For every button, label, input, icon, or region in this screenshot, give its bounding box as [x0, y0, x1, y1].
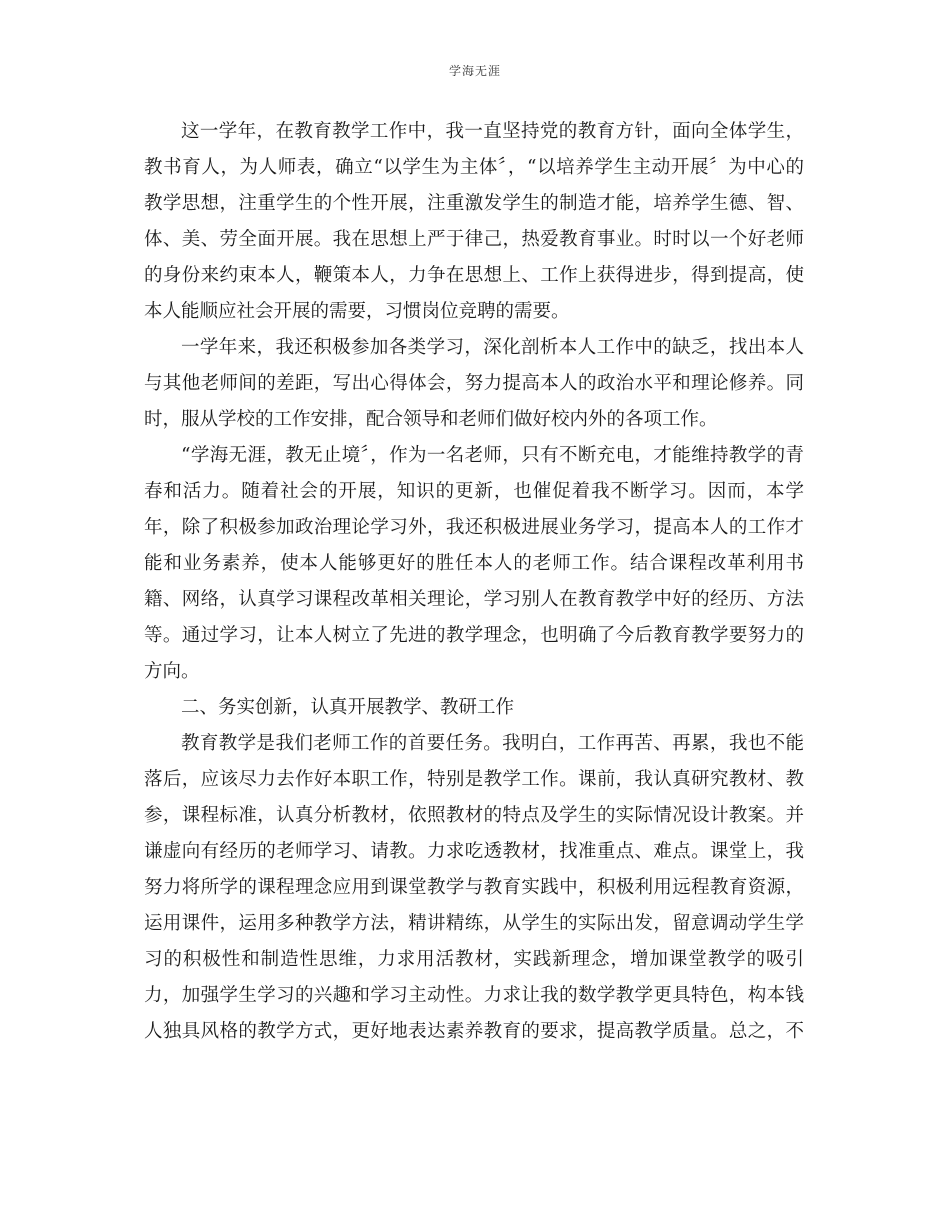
text-line: 本人能顺应社会开展的需要，习惯岗位竞聘的需要。	[144, 301, 570, 322]
text-line: 习的积极性和制造性思维，力求用活教材，实践新理念，增加课堂教学的吸引	[144, 949, 804, 970]
text-line: 努力将所学的课程理念应用到课堂教学与教育实践中，积极利用远程教育资源，	[144, 877, 804, 898]
text-line: 年，除了积极参加政治理论学习外，我还积极进展业务学习，提高本人的工作才	[144, 517, 804, 538]
text-line: 力，加强学生学习的兴趣和学习主动性。力求让我的数学教学更具特色，构本钱	[144, 985, 804, 1006]
text-line: 时，服从学校的工作安排，配合领导和老师们做好校内外的各项工作。	[144, 409, 718, 430]
text-line: 落后，应该尽力去作好本职工作，特别是教学工作。课前，我认真研究教材、教	[144, 769, 804, 790]
text-line: 教学思想，注重学生的个性开展，注重激发学生的制造才能，培养学生德、智、	[144, 193, 804, 214]
text-line: 一学年来，我还积极参加各类学习，深化剖析本人工作中的缺乏，找出本人	[181, 337, 804, 358]
text-line: 方向。	[144, 661, 200, 682]
text-line: 体、美、劳全面开展。我在思想上严于律己，热爱教育事业。时时以一个好老师	[144, 229, 804, 250]
text-line: 能和业务素养，使本人能够更好的胜任本人的老师工作。结合课程改革利用书	[144, 553, 804, 574]
text-line: 这一学年，在教育教学工作中，我一直坚持党的教育方针，面向全体学生，	[181, 121, 804, 142]
text-line: “学海无涯，教无止境〞，作为一名老师，只有不断充电，才能维持教学的青	[181, 445, 804, 466]
text-line: 参，课程标准，认真分析教材，依照教材的特点及学生的实际情况设计教案。并	[144, 805, 804, 826]
text-line: 等。通过学习，让本人树立了先进的教学理念，也明确了今后教育教学要努力的	[144, 625, 804, 646]
text-line: 籍、网络，认真学习课程改革相关理论，学习别人在教育教学中好的经历、方法	[144, 589, 804, 610]
text-line: 二、务实创新，认真开展教学、教研工作	[181, 697, 515, 718]
text-line: 人独具风格的教学方式，更好地表达素养教育的要求，提高教学质量。总之，不	[144, 1021, 804, 1042]
text-line: 谦虚向有经历的老师学习、请教。力求吃透教材，找准重点、难点。课堂上，我	[144, 841, 804, 862]
text-line: 春和活力。随着社会的开展，知识的更新，也催促着我不断学习。因而，本学	[144, 481, 804, 502]
text-line: 的身份来约束本人，鞭策本人，力争在思想上、工作上获得进步，得到提高，使	[144, 265, 804, 286]
document-body	[144, 114, 804, 1050]
text-line: 与其他老师间的差距，写出心得体会，努力提高本人的政治水平和理论修养。同	[144, 373, 804, 394]
text-line: 教书育人，为人师表，确立“以学生为主体〞，“以培养学生主动开展〞为中心的	[144, 157, 804, 178]
text-line: 教育教学是我们老师工作的首要任务。我明白，工作再苦、再累，我也不能	[181, 733, 804, 754]
text-line: 运用课件，运用多种教学方法，精讲精练，从学生的实际出发，留意调动学生学	[144, 913, 804, 934]
page-header-title: 学海无涯	[448, 64, 501, 78]
